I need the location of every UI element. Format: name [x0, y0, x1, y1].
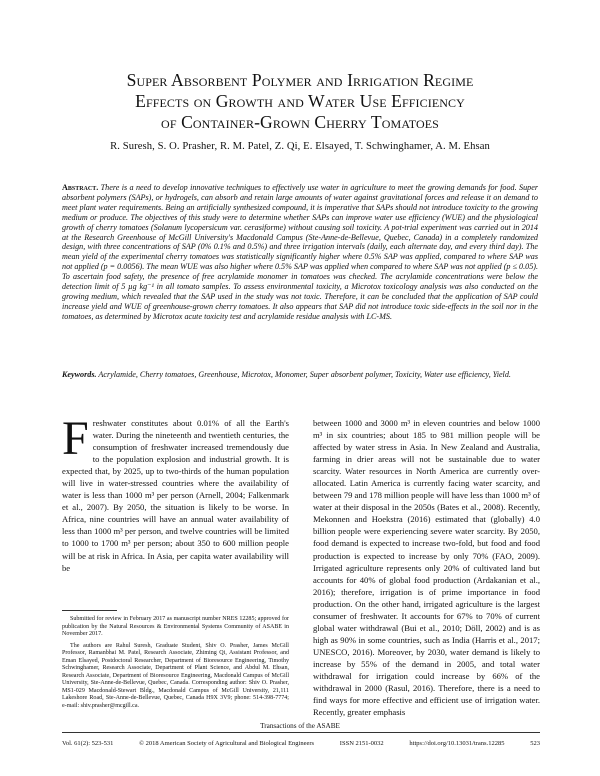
title-line-1: Super Absorbent Polymer and Irrigation Regime — [126, 70, 474, 90]
drop-cap: F — [62, 412, 89, 465]
keywords-text: Acrylamide, Cherry tomatoes, Greenhouse, Microtox, Monomer, Super absorbent polymer, Toxicity, Water use efficiency, Yield. — [98, 370, 511, 379]
abstract-text: There is a need to develop innovative techniques to effectively use water in agriculture to meet the growing demands for food. Super absorbent polymers (SAPs), or hydrogels, can absorb and retain large amounts of water against gravitational forces and release it on demand to meet plant water requirements. Being an artificially synthesized compound, it is imperative that SAPs should not introduce toxicity to the growing medium or produce. The objectives of this study were to determine whether SAPs can improve water use efficiency (WUE) and the physiological growth of cherry tomatoes (Solanum lycopersicum var. cerasiforme) without causing soil toxicity. A pot-trial experiment was carried out in 2014 at the Research Greenhouse of McGill University's Macdonald Campus (Ste-Anne-de-Bellevue, Quebec, Canada) in a completely randomized design, with three concentrations of SAP (0% 0.1% and 0.5%) and three irrigation intervals (daily, each alternate day, and every third day). The mean yield of the experimental cherry tomatoes was statistically significantly higher where 0.5% SAP was applied, compared to where SAP was not applied (p = 0.0056). The mean WUE was also higher where 0.5% SAP was applied when compared to where SAP was not applied (p ≤ 0.05). To ascertain food safety, the presence of free acrylamide monomer in tomatoes was checked. The acrylamide concentrations were below the detection limit of 5 µg kg⁻¹ in all tomato samples. To assess environmental toxicity, a Microtox toxicology analysis was also conducted on the growing medium, which revealed that the SAP used in the study was not toxic. Therefore, it can be concluded that the application of SAP could increase yield and WUE of greenhouse-grown cherry tomatoes. It also appears that SAP did not introduce toxic side-effects in the soil nor in the tomatoes, as determined by Microtox acute toxicity test and acrylamide residue analysis with LC-MS. — [62, 183, 538, 321]
footer-issn: ISSN 2151-0032 — [339, 740, 384, 747]
footer-copyright: © 2018 American Society of Agricultural and Biological Engineers — [139, 740, 315, 747]
footnote-rule — [62, 610, 117, 611]
journal-name — [0, 722, 600, 730]
title-line-3: of Container-Grown Cherry Tomatoes — [161, 112, 439, 132]
page-footer — [62, 740, 540, 747]
page-number: 523 — [530, 740, 540, 747]
abstract-label: Abstract. — [62, 183, 99, 192]
body-left-text: reshwater constitutes about 0.01% of all the Earth's water. During the nineteenth and twentieth centuries, the consumption of freshwater increased tremendously due to the population explosion and industrial growth. It is expected that, by 2025, up to two-thirds of the human population will live in water-stressed countries where the availability of water is less than 1000 m³ per person (Arnell, 2004; Falkenmark et al., 2007). By 2050, the situation is likely to be worse. In Africa, nine countries will have an annual water availability of less than 1000 m³ per person, and twelve countries will be limited to 1000 to 1700 m³ per person; about 350 to 600 million people will be at risk in Africa. In Asia, per capita water availability will be — [62, 418, 289, 573]
body-column-left — [62, 412, 289, 574]
title-line-2: Effects on Growth and Water Use Efficiency — [135, 91, 465, 111]
author-list: R. Suresh, S. O. Prasher, R. M. Patel, Z. Qi, E. Elsayed, T. Schwinghamer, A. M. Ehsan — [110, 141, 490, 152]
body-column-right: between 1000 and 3000 m³ in eleven countries and below 1000 m³ in six countries; about 185 to 981 million people will be affected by water stress in Asia. In New Zealand and Australia, farming in drier areas will not be sustainable due to water scarcity. Water resources in North America are currently over-allocated. Latin America is currently facing water scarcity, and between 79 and 178 million people will have less than 1000 m³ of water at their disposal in the 2050s (Bates et al., 2008). Recently, Mekonnen and Hoekstra (2016) estimated that (globally) 4.0 billion people were experiencing severe water scarcity. By 2050, food demand is expected to increase two-fold, but food and food production is expected to increase by only 70% (FAO, 2009). Irrigated agriculture represents only 20% of cultivated land but accounts for 40% of global food production (Ardakanian et al., 2016); therefore, irrigation is of prime importance in food production. On the other hand, irrigated agriculture is the largest consumer of freshwater. It accounts for 67% to 70% of current global water withdrawal (Bui et al., 2010; Döll, 2002) and is as high as 90% in some countries, such as India (Harris et al., 2017; UNESCO, 2016). Moreover, by 2030, water demand is likely to increase by 55% of the demand in 2005, and total water withdrawal for irrigation could increase by 66% of the withdrawal in 2000 (Rasul, 2016). Therefore, there is a need to find ways for more effective and efficient use of irrigation water. Recently, greater emphasis — [313, 418, 540, 718]
footnotes — [62, 616, 289, 715]
keywords — [62, 370, 538, 380]
footnote-authors: The authors are Rahul Suresh, Graduate Student, Shiv O. Prasher, James McGill Professor, Ramanbhai M. Patel, Research Associate, Zhiming Qi, Assistant Professor, and Eman Elsayed, Postdoctoral Researcher, Department of Bioresource Engineering, Timothy Schwinghamer, Research Associate, Department of Plant Science, and Abdul M. Ehsan, Research Associate, Department of Bioresource Engineering, Macdonald Campus of McGill University, Ste-Anne-de-Bellevue, Quebec, Canada. Corresponding author: Shiv O. Prasher, MS1-029 Macdonald-Stewart Bldg., Macdonald Campus of McGill University, 21,111 Lakeshore Road, Ste-Anne-de-Bellevue, Quebec, Canada H9X 3V9; phone: 514-398-7774; e-mail: shiv.prasher@mcgill.ca. — [62, 642, 289, 710]
footer-rule — [62, 732, 540, 733]
journal-name-text: Transactions of the ASABE — [254, 722, 346, 730]
paper-title — [40, 70, 560, 133]
footnote-submitted: Submitted for review in February 2017 as manuscript number NRES 12285; approved for publication by the Natural Resources & Environmental Systems Community of ASABE in November 2017. — [62, 616, 289, 638]
keywords-label: Keywords. — [62, 370, 97, 379]
abstract — [62, 183, 538, 322]
footer-citation: Vol. 61(2): 523-531 — [62, 740, 114, 747]
footer-doi-link[interactable]: https://doi.org/10.13031/trans.12285 — [409, 740, 505, 747]
